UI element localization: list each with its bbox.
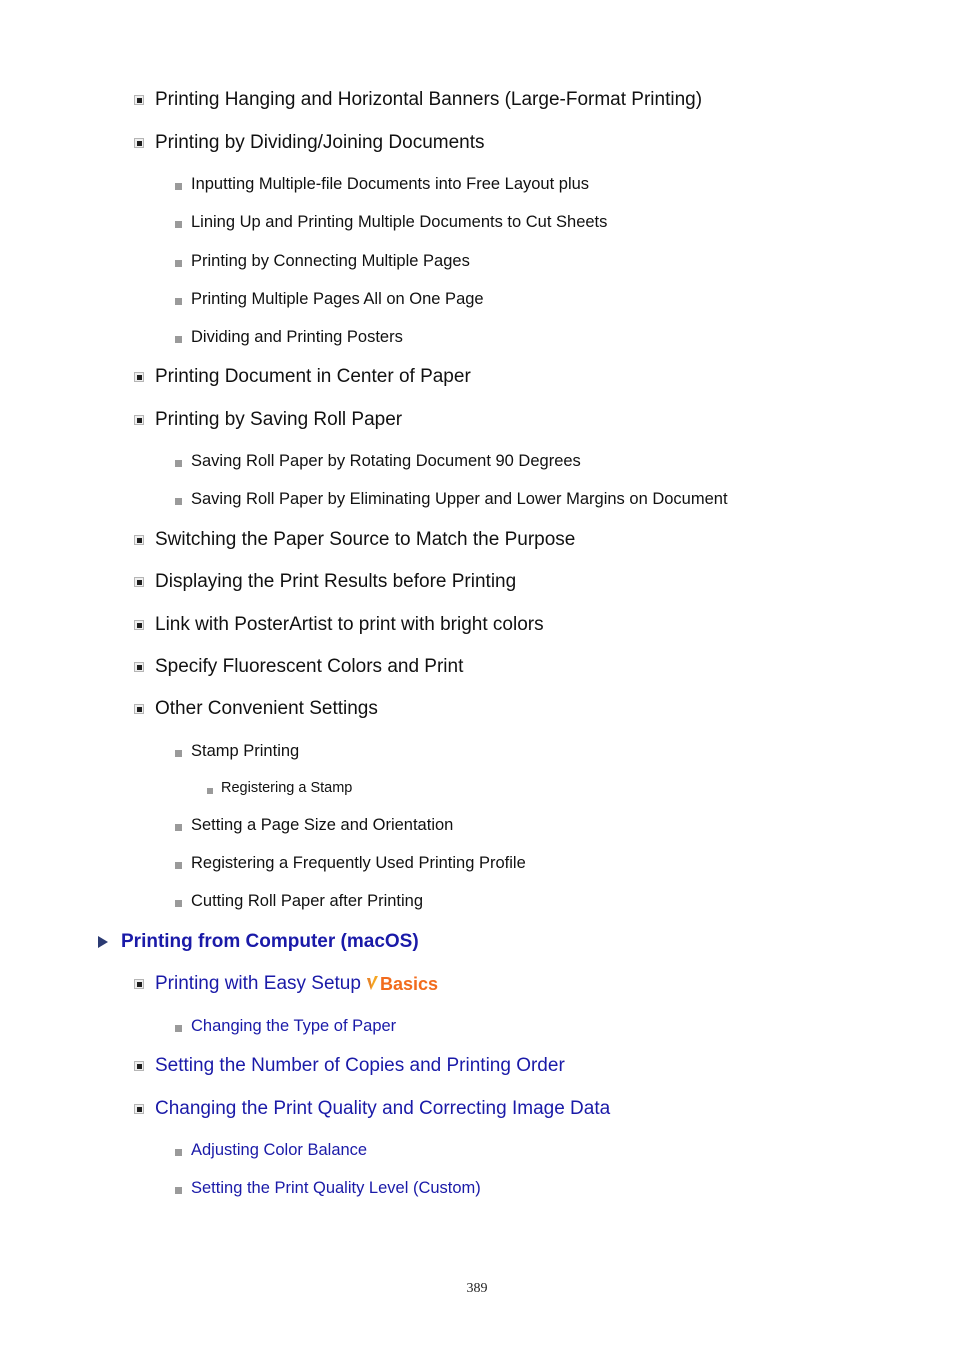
link-text[interactable]: Setting the Number of Copies and Printing Order xyxy=(155,1055,565,1076)
link-text[interactable]: Printing with Easy Setup xyxy=(155,973,361,994)
item-text: Printing Multiple Pages All on One Page xyxy=(191,289,484,308)
item-text: Link with PosterArtist to print with bright colors xyxy=(155,614,544,635)
basics-badge xyxy=(366,974,438,995)
list-item xyxy=(134,569,516,595)
item-text: Registering a Stamp xyxy=(221,780,353,796)
item-text: Printing by Connecting Multiple Pages xyxy=(191,251,470,270)
square-bullet-icon xyxy=(134,138,144,148)
small-square-bullet-icon xyxy=(175,221,182,228)
list-item xyxy=(175,211,607,233)
arrow-right-icon xyxy=(98,936,108,948)
square-bullet-icon xyxy=(134,620,144,630)
item-text: Saving Roll Paper by Rotating Document 90 Degrees xyxy=(191,451,581,470)
list-item xyxy=(134,696,378,722)
list-item xyxy=(134,654,463,680)
small-square-bullet-icon xyxy=(175,260,182,267)
link-text[interactable]: Changing the Type of Paper xyxy=(191,1016,397,1035)
link-easy-setup[interactable] xyxy=(134,971,438,997)
square-bullet-icon xyxy=(134,535,144,545)
list-item xyxy=(175,450,581,472)
small-square-bullet-icon xyxy=(175,460,182,467)
square-bullet-icon xyxy=(134,372,144,382)
list-item xyxy=(134,407,402,433)
small-square-bullet-icon xyxy=(207,788,213,794)
link-print-quality[interactable] xyxy=(134,1096,610,1122)
small-square-bullet-icon xyxy=(175,298,182,305)
small-square-bullet-icon xyxy=(175,498,182,505)
item-text: Printing by Saving Roll Paper xyxy=(155,409,403,430)
small-square-bullet-icon xyxy=(175,183,182,190)
item-text: Switching the Paper Source to Match the Purpose xyxy=(155,529,576,550)
list-item xyxy=(134,130,485,156)
list-item xyxy=(175,814,453,836)
square-bullet-icon xyxy=(134,979,144,989)
list-item xyxy=(175,488,728,510)
item-text: Displaying the Print Results before Printing xyxy=(155,571,517,592)
item-text: Saving Roll Paper by Eliminating Upper and Lower Margins on Document xyxy=(191,489,728,508)
item-text: Registering a Frequently Used Printing Profile xyxy=(191,853,526,872)
square-bullet-icon xyxy=(134,577,144,587)
page-number: 389 xyxy=(466,1281,488,1296)
small-square-bullet-icon xyxy=(175,750,182,757)
list-item xyxy=(207,778,352,798)
item-text: Cutting Roll Paper after Printing xyxy=(191,891,424,910)
link-text[interactable]: Setting the Print Quality Level (Custom) xyxy=(191,1178,481,1197)
small-square-bullet-icon xyxy=(175,824,182,831)
item-text: Setting a Page Size and Orientation xyxy=(191,815,454,834)
square-bullet-icon xyxy=(134,704,144,714)
link-quality-level[interactable] xyxy=(175,1177,481,1199)
square-bullet-icon xyxy=(134,95,144,105)
list-item xyxy=(175,173,589,195)
basics-check-icon xyxy=(366,975,379,993)
square-bullet-icon xyxy=(134,415,144,425)
basics-label: Basics xyxy=(379,973,438,994)
list-item xyxy=(175,740,299,762)
section-title[interactable]: Printing from Computer (macOS) xyxy=(121,931,419,952)
square-bullet-icon xyxy=(134,1104,144,1114)
list-item xyxy=(134,364,471,390)
list-item xyxy=(175,288,484,310)
list-item xyxy=(134,612,544,638)
link-copies-order[interactable] xyxy=(134,1053,565,1079)
list-item xyxy=(134,527,575,553)
list-item xyxy=(175,852,526,874)
item-text: Other Convenient Settings xyxy=(155,698,378,719)
small-square-bullet-icon xyxy=(175,1149,182,1156)
square-bullet-icon xyxy=(134,662,144,672)
small-square-bullet-icon xyxy=(175,336,182,343)
item-text: Stamp Printing xyxy=(191,741,300,760)
item-text: Dividing and Printing Posters xyxy=(191,327,403,346)
item-text: Specify Fluorescent Colors and Print xyxy=(155,656,464,677)
link-text[interactable]: Adjusting Color Balance xyxy=(191,1140,368,1159)
item-text: Printing Document in Center of Paper xyxy=(155,366,471,387)
small-square-bullet-icon xyxy=(175,1187,182,1194)
link-color-balance[interactable] xyxy=(175,1139,367,1161)
link-text[interactable]: Changing the Print Quality and Correcting Image Data xyxy=(155,1098,611,1119)
item-text: Printing Hanging and Horizontal Banners (Large-Format Printing) xyxy=(155,89,703,110)
item-text: Inputting Multiple-file Documents into Free Layout plus xyxy=(191,174,590,193)
item-text: Printing by Dividing/Joining Documents xyxy=(155,132,485,153)
link-change-paper-type[interactable] xyxy=(175,1015,396,1037)
item-text: Lining Up and Printing Multiple Documents to Cut Sheets xyxy=(191,212,608,231)
small-square-bullet-icon xyxy=(175,862,182,869)
section-heading-macos[interactable] xyxy=(98,929,419,955)
small-square-bullet-icon xyxy=(175,900,182,907)
small-square-bullet-icon xyxy=(175,1025,182,1032)
list-item xyxy=(175,250,470,272)
list-item xyxy=(134,87,702,113)
list-item xyxy=(175,890,423,912)
square-bullet-icon xyxy=(134,1061,144,1071)
list-item xyxy=(175,326,403,348)
